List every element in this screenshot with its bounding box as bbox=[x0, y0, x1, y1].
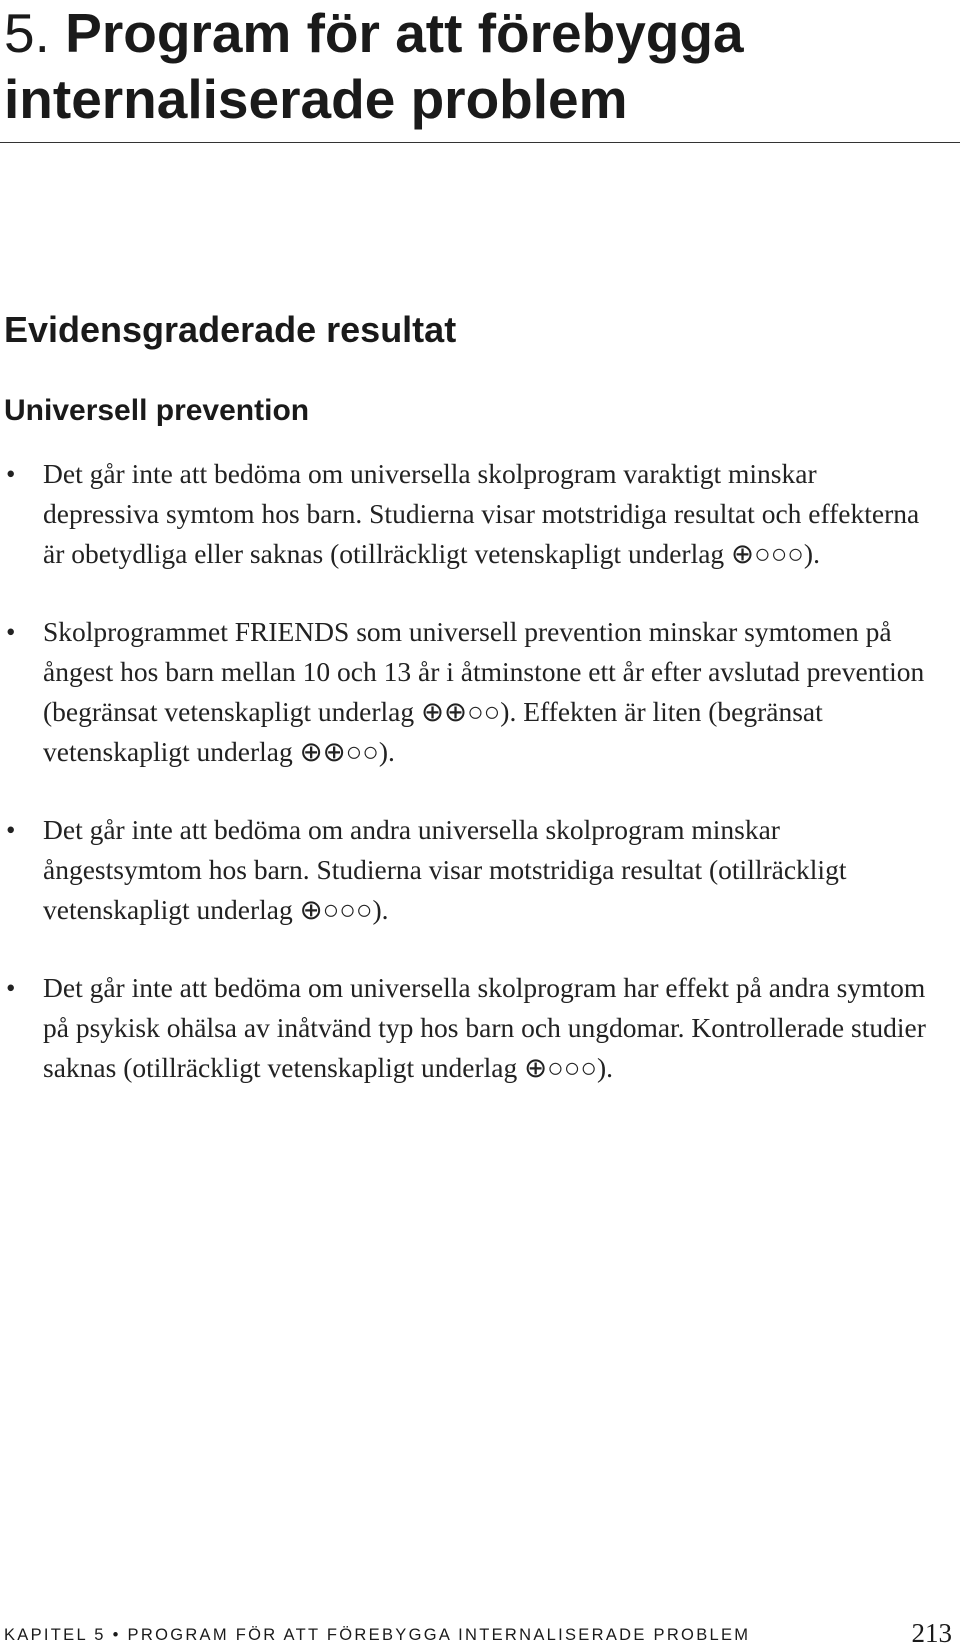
section-heading: Evidensgraderade resultat bbox=[4, 309, 457, 350]
bullet-icon: • bbox=[6, 617, 16, 647]
finding-text: Skolprogrammet FRIENDS som universell prevention minskar symtomen på ångest hos barn mellan 10 och 13 år i åtminstone ett år efter avslutad prevention (begränsat vetenskapligt underlag ⊕⊕○○). Effekten är liten (begränsat vetenskapligt underlag ⊕⊕○○). bbox=[43, 616, 925, 767]
title-divider bbox=[0, 142, 960, 143]
page-title bbox=[4, 0, 944, 132]
finding-text: Det går inte att bedöma om universella skolprogram varaktigt minskar depressiva symtom hos barn. Studierna visar motstridiga resultat och effekterna är obetydliga eller saknas (otillräckligt vetenskapligt underlag ⊕○○○). bbox=[43, 458, 920, 569]
finding-item bbox=[0, 612, 960, 772]
bullet-icon: • bbox=[6, 973, 16, 1003]
running-head: KAPITEL 5 • PROGRAM FÖR ATT FÖREBYGGA INTERNALISERADE PROBLEM bbox=[4, 1626, 751, 1644]
bullet-icon: • bbox=[6, 459, 16, 489]
finding-text: Det går inte att bedöma om andra universella skolprogram minskar ångestsymtom hos barn. Studierna visar motstridiga resultat (otillräckligt vetenskapligt underlag ⊕○○○). bbox=[43, 814, 847, 925]
subsection-heading: Universell prevention bbox=[4, 394, 310, 427]
chapter-title-line-2: internaliserade problem bbox=[4, 68, 628, 130]
page-footer bbox=[4, 1617, 956, 1649]
chapter-number: 5. bbox=[4, 2, 50, 64]
bullet-icon: • bbox=[6, 815, 16, 845]
finding-text: Det går inte att bedöma om universella skolprogram har effekt på andra symtom på psykisk ohälsa av inåtvänd typ hos barn och ungdomar. Kontrollerade studier saknas (otillräckligt vetenskapligt underlag ⊕○○○). bbox=[43, 972, 926, 1083]
finding-item bbox=[0, 454, 960, 574]
finding-item bbox=[0, 810, 960, 930]
page-number: 213 bbox=[911, 1618, 952, 1648]
findings-list bbox=[0, 454, 960, 1126]
chapter-title-line-1: Program för att förebygga bbox=[65, 2, 744, 64]
finding-item bbox=[0, 968, 960, 1088]
